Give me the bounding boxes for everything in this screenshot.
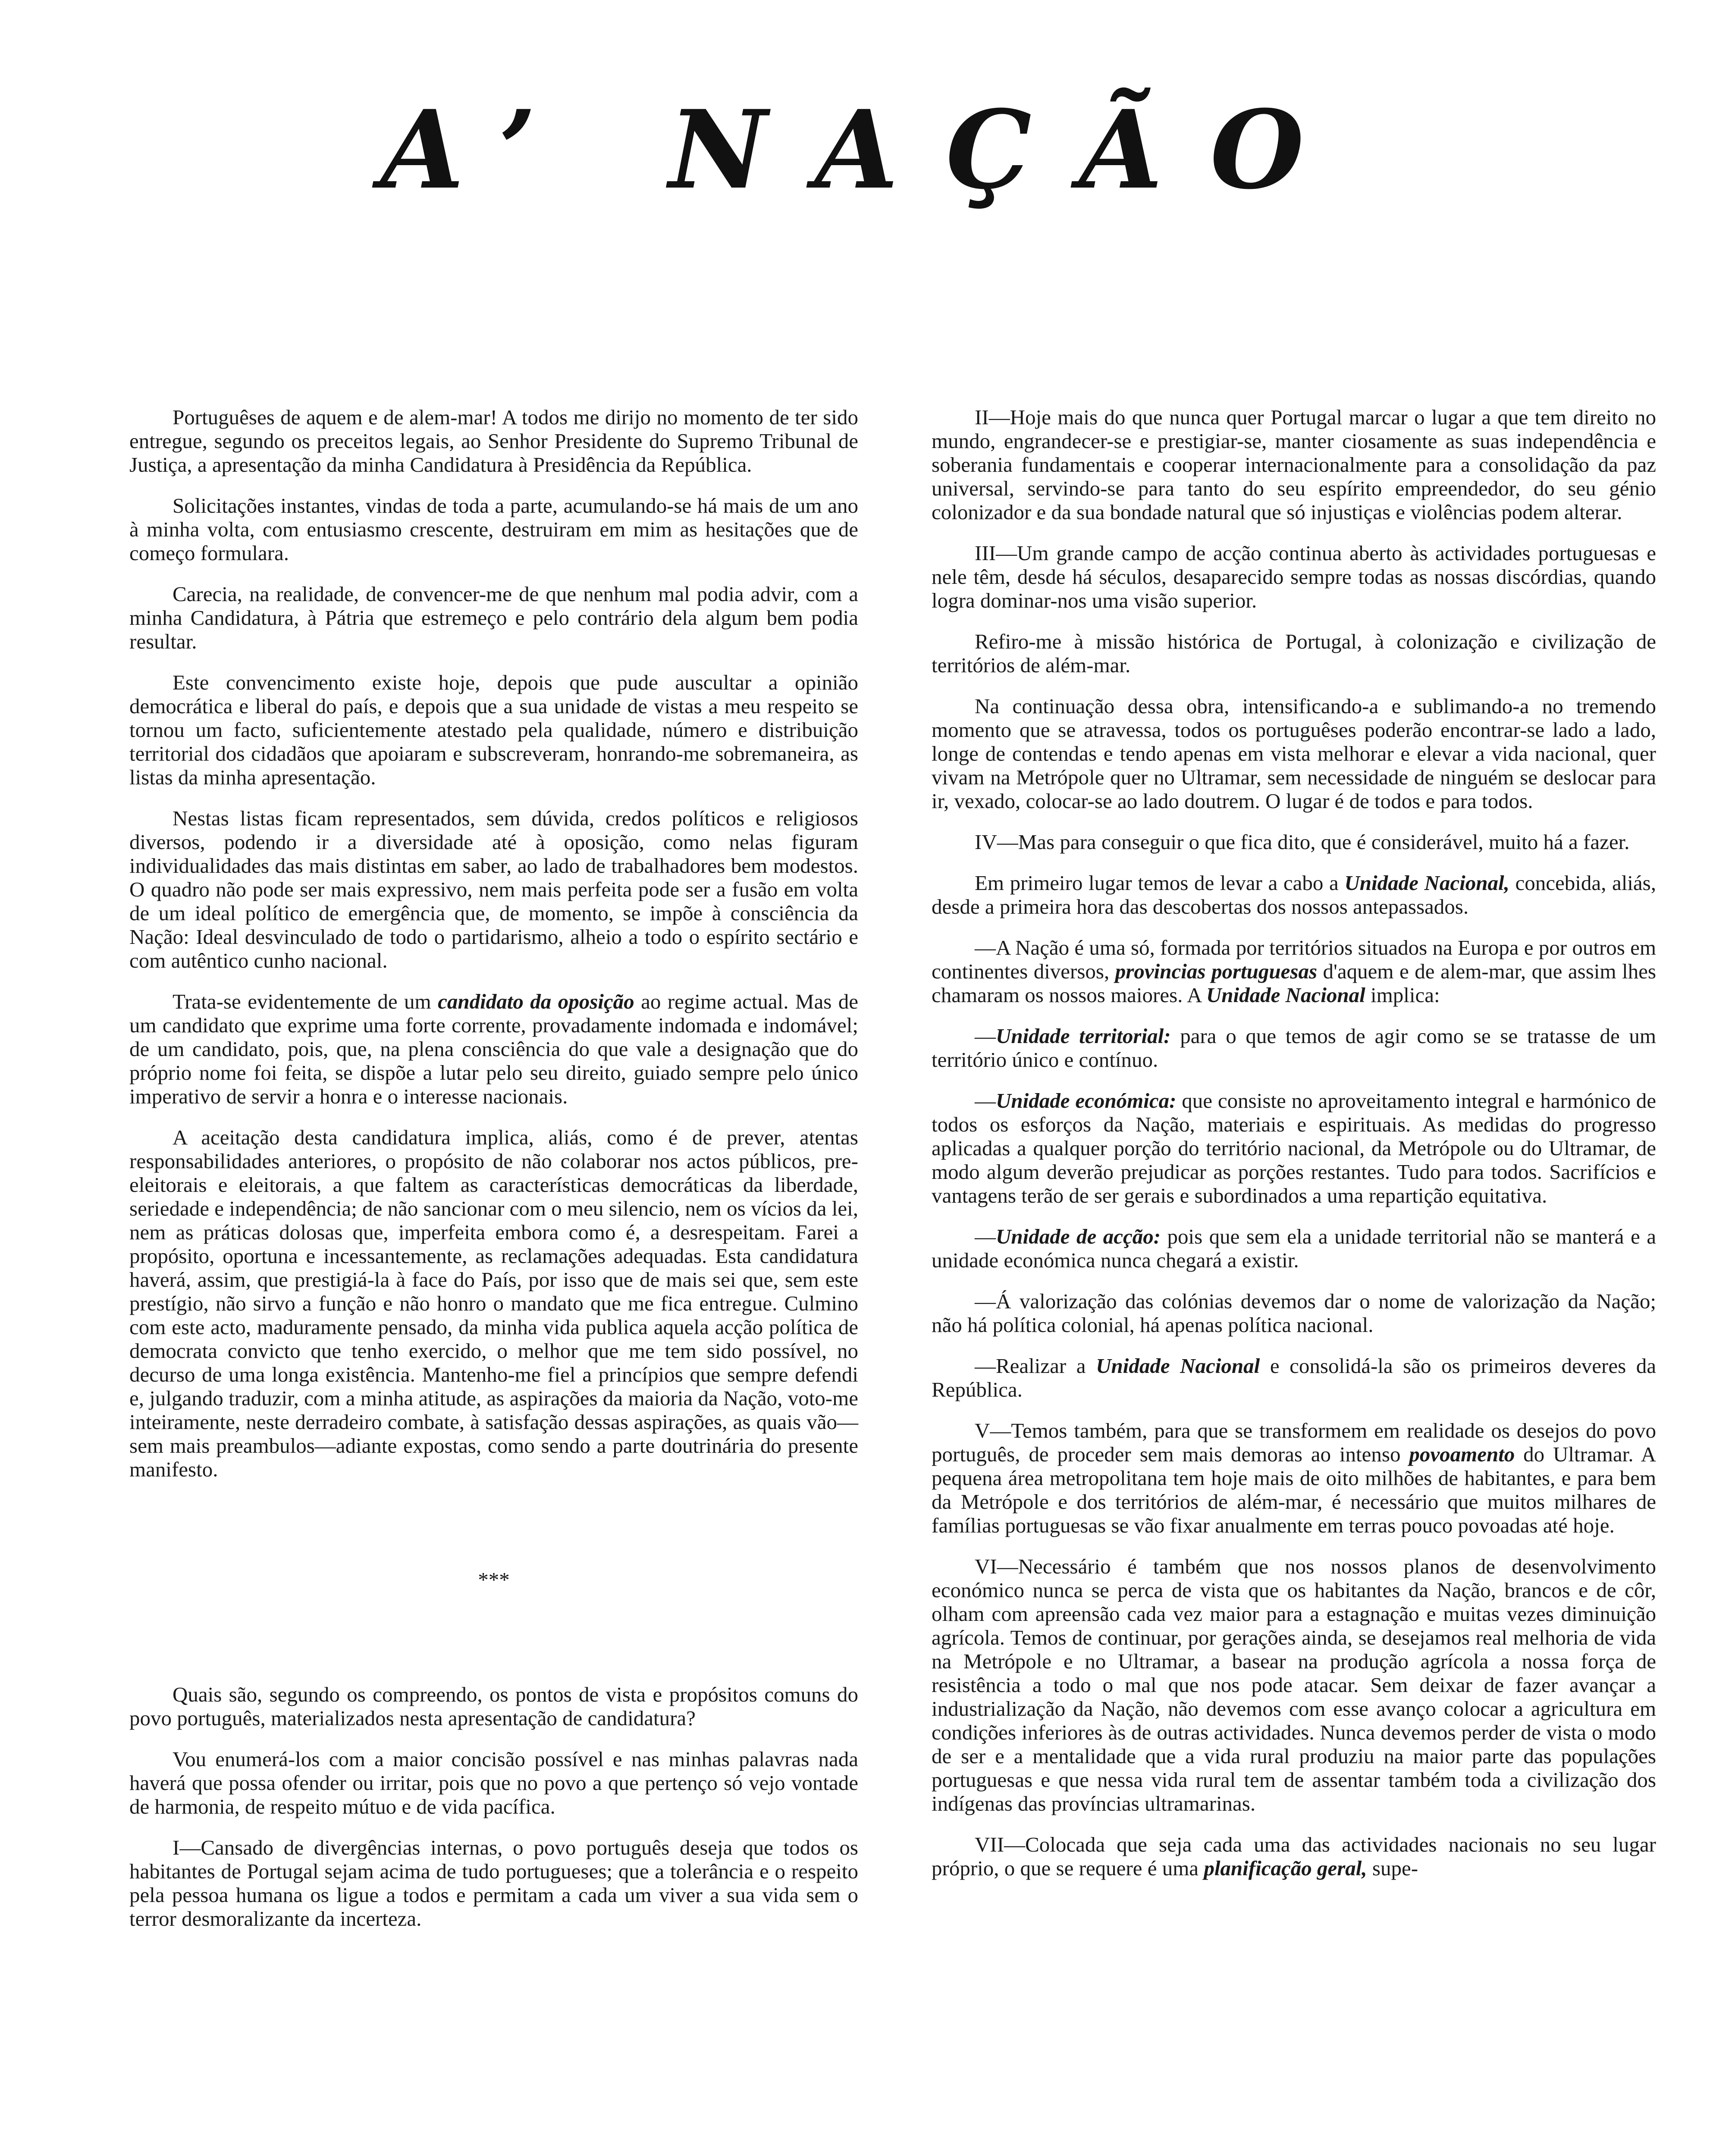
- emphasis-text: Unidade Nacional: [1206, 983, 1365, 1007]
- paragraph: [129, 582, 858, 653]
- paragraph: [129, 405, 858, 476]
- text-run: Na continuação dessa obra, intensificando-a e sublimando-a no tremendo momento que se atravessa, todos os portuguêses poderão encontrar-se lado a lado, longe de contendas e tendo apenas em vista melhorar e elevar a vida nacional, quer vivam na Metrópole quer no Ultramar, sem necessidade de ninguém se deslocar para ir, vexado, colocar-se ao lado doutrem. O lugar é de todos e para todos.: [932, 694, 1656, 813]
- paragraph: [129, 671, 858, 789]
- text-run: —: [975, 1089, 996, 1112]
- text-run: —: [975, 1225, 996, 1248]
- section-separator: ***: [478, 1568, 510, 1592]
- page-title: A’ NAÇÃO: [380, 86, 1352, 213]
- emphasis-text: Unidade de acção:: [996, 1225, 1161, 1248]
- paragraph: [932, 1354, 1656, 1401]
- paragraph: [129, 494, 858, 565]
- text-run: do Ultramar. A pequena área metropolitana tem hoje mais de oito milhões de habitantes, e para bem da Metrópole e dos territórios de além-mar, é necessário que muitos milhares de famílias portuguesas se vão fixar anualmente em terras pouco povoadas até hoje.: [932, 1442, 1656, 1537]
- text-run: que consiste no aproveitamento integral e harmónico de todos os esforços da Nação, materiais e espirituais. As medidas do progresso aplicadas a qualquer porção do território nacional, da Metrópole ou do Ultramar, de modo algum deverão prejudicar as porções restantes. Tudo para todos. Sacrifícios e vantagens terão de ser gerais e subordinados a uma repartição equitativa.: [932, 1089, 1656, 1207]
- paragraph: [129, 1125, 858, 1481]
- paragraph: [932, 405, 1656, 524]
- paragraph: [129, 1683, 858, 1730]
- text-run: IV—Mas para conseguir o que fica dito, que é considerável, muito há a fazer.: [975, 830, 1630, 854]
- emphasis-text: provincias portuguesas: [1115, 959, 1318, 983]
- text-run: Portuguêses de aquem e de alem-mar! A todos me dirijo no momento de ter sido entregue, segundo os preceitos legais, ao Senhor Presidente do Supremo Tribunal de Justiça, a apresentação da minha Candidatura à Presidência da República.: [129, 405, 858, 476]
- text-run: I—Cansado de divergências internas, o povo português deseja que todos os habitantes de Portugal sejam acima de tudo portugueses; que a tolerância e o respeito pela pessoa humana os ligue a todos e permitam a cada um viver a sua vida sem o terror desmoralizante da incerteza.: [129, 1836, 858, 1930]
- emphasis-text: candidato da oposição: [438, 990, 634, 1013]
- text-run: para o que temos de agir como se se tratasse de um território único e contínuo.: [932, 1024, 1657, 1072]
- text-run: —Realizar a: [975, 1354, 1096, 1378]
- emphasis-text: Unidade Nacional: [1096, 1354, 1260, 1378]
- text-run: e consolidá-la são os primeiros deveres da República.: [932, 1354, 1656, 1401]
- text-run: III—Um grande campo de acção continua aberto às actividades portuguesas e nele têm, desde há séculos, desaparecido sempre todas as nossas discórdias, quando logra dominar-nos uma visão superior.: [932, 541, 1656, 612]
- text-run: Quais são, segundo os compreendo, os pontos de vista e propósitos comuns do povo português, materializados nesta apresentação de candidatura?: [129, 1683, 858, 1730]
- paragraph: [129, 1836, 858, 1930]
- text-run: —: [975, 1024, 996, 1048]
- paragraph: [932, 1225, 1656, 1272]
- text-run: d'aquem e de alem-mar, que assim lhes chamaram os nossos maiores. A: [932, 959, 1656, 1007]
- text-run: V—Temos também, para que se transformem em realidade os desejos do povo português, de proceder sem mais demoras ao intenso: [932, 1419, 1656, 1466]
- text-run: Carecia, na realidade, de convencer-me de que nenhum mal podia advir, com a minha Candidatura, à Pátria que estremeço e pelo contrário dela algum bem podia resultar.: [129, 582, 858, 653]
- paragraph: [932, 1289, 1656, 1337]
- text-run: concebida, aliás, desde a primeira hora das descobertas dos nossos antepassados.: [932, 871, 1656, 918]
- emphasis-text: Unidade territorial:: [996, 1024, 1171, 1048]
- paragraph: [932, 694, 1656, 813]
- paragraph: [129, 990, 858, 1108]
- paragraph: [932, 630, 1656, 677]
- text-run: Nestas listas ficam representados, sem dúvida, credos políticos e religiosos diversos, podendo ir a diversidade até à oposição, como nelas figuram individualidades das mais distintas em saber, ao lado de trabalhadores bem modestos. O quadro não pode ser mais expressivo, nem mais perfeita pode ser a fusão em volta de um ideal político de emergência que, de momento, se impõe à consciência da Nação: Ideal desvinculado de todo o partidarismo, alheio a todo o espírito sectário e com autêntico cunho nacional.: [129, 806, 858, 972]
- text-run: —A Nação é uma só, formada por territórios situados na Europa e por outros em continentes diversos,: [932, 936, 1656, 983]
- text-run: implica:: [1365, 983, 1440, 1007]
- text-run: Este convencimento existe hoje, depois que pude auscultar a opinião democrática e liberal do país, e depois que a sua unidade de vistas a meu respeito se tornou um facto, suficientemente atestado pela qualidade, número e distribuição territorial dos cidadãos que apoiaram e subscreveram, honrando-me sobremaneira, as listas da minha apresentação.: [129, 671, 858, 789]
- paragraph: [932, 541, 1656, 612]
- paragraph: [129, 806, 858, 972]
- emphasis-text: Unidade Nacional,: [1344, 871, 1509, 895]
- text-run: Vou enumerá-los com a maior concisão possível e nas minhas palavras nada haverá que possa ofender ou irritar, pois que no povo a que pertenço só vejo vontade de harmonia, de respeito mútuo e de vida pacífica.: [129, 1747, 858, 1818]
- paragraph: [932, 830, 1656, 854]
- text-run: ao regime actual. Mas de um candidato que exprime uma forte corrente, provadamente indomada e indomável; de um candidato, pois, que, na plena consciência do que vale a designação que do próprio nome foi feita, se dispõe a lutar pelo seu direito, guiado sempre pelo único imperativo de servir a honra e o interesse nacionais.: [129, 990, 858, 1108]
- paragraph: [932, 1419, 1656, 1537]
- paragraph: [129, 1747, 858, 1818]
- paragraph: [932, 936, 1656, 1007]
- text-run: Trata-se evidentemente de um: [173, 990, 438, 1013]
- text-run: Refiro-me à missão histórica de Portugal, à colonização e civilização de territórios de além-mar.: [932, 630, 1656, 677]
- text-run: Solicitações instantes, vindas de toda a parte, acumulando-se há mais de um ano à minha volta, com entusiasmo crescente, destruiram em mim as hesitações que de começo formulara.: [129, 494, 858, 565]
- text-run: VII—Colocada que seja cada uma das actividades nacionais no seu lugar próprio, o que se requere é uma: [932, 1833, 1656, 1880]
- text-run: Em primeiro lugar temos de levar a cabo a: [975, 871, 1345, 895]
- text-run: —Á valorização das colónias devemos dar o nome de valorização da Nação; não há política colonial, há apenas política nacional.: [932, 1289, 1656, 1337]
- emphasis-text: planificação geral,: [1204, 1856, 1367, 1880]
- paragraph: [932, 1554, 1656, 1815]
- paragraph: [932, 871, 1656, 918]
- left-column: [129, 405, 858, 1948]
- paragraph: [932, 1024, 1656, 1072]
- emphasis-text: povoamento: [1409, 1442, 1515, 1466]
- text-run: A aceitação desta candidatura implica, aliás, como é de prever, atentas responsabilidades anteriores, o propósito de não colaborar nos actos públicos, pre-eleitorais e eleitorais, a que faltem as características democráticas da liberdade, seriedade e independência; de não sancionar com o meu silencio, nem os vícios da lei, nem as práticas dolosas que, imperfeita embora como é, a desrespeitam. Farei a propósito, oportuna e incessantemente, as reclamações adequadas. Esta candidatura haverá, assim, que prestigiá-la à face do País, por isso que de mais sei que, sem este prestígio, não sirvo a função e não honro o mandato que me fica entregue. Culmino com este acto, maduramente pensado, da minha vida publica aquela acção política de democrata convicto que tenho exercido, o melhor que me tem sido possível, no decurso de uma longa existência. Mantenho-me fiel a princípios que sempre defendi e, julgando traduzir, com a minha atitude, as aspirações da maioria da Nação, voto-me inteiramente, neste derradeiro combate, à satisfação dessas aspirações, as quais vão—sem mais preambulos—adiante expostas, como sendo a parte doutrinária do presente manifesto.: [129, 1125, 858, 1481]
- text-run: pois que sem ela a unidade territorial não se manterá e a unidade económica nunca chegará a existir.: [932, 1225, 1656, 1272]
- right-column: [932, 405, 1656, 1897]
- text-run: II—Hoje mais do que nunca quer Portugal marcar o lugar a que tem direito no mundo, engrandecer-se e prestigiar-se, manter ciosamente as suas independência e soberania fundamentais e cooperar internacionalmente para a consolidação da paz universal, servindo-se para tanto do seu espírito empreendedor, do seu génio colonizador e da sua bondade natural que só injustiças e violências podem alterar.: [932, 405, 1656, 524]
- paragraph: [932, 1833, 1656, 1880]
- emphasis-text: Unidade económica:: [996, 1089, 1177, 1112]
- paragraph: [932, 1089, 1656, 1207]
- text-run: VI—Necessário é também que nos nossos planos de desenvolvimento económico nunca se perca de vista que os habitantes da Nação, brancos e de côr, olham com apreensão cada vez maior para a estagnação e muitas vezes diminuição agrícola. Temos de continuar, por gerações ainda, se desejamos real melhoria de vida na Metrópole e no Ultramar, a basear na produção agrícola a nossa força de resistência a todo o mal que nos pode atacar. Sem deixar de fazer avançar a industrialização da Nação, não devemos com esse avanço colocar a agricultura em condições inferiores às de outras actividades. Nunca devemos perder de vista o modo de ser e a mentalidade que a vida rural produziu na maior parte das populações portuguesas e que nessa vida rural tem de assentar também toda a civilização dos indígenas das províncias ultramarinas.: [932, 1554, 1656, 1815]
- text-run: supe-: [1367, 1856, 1418, 1880]
